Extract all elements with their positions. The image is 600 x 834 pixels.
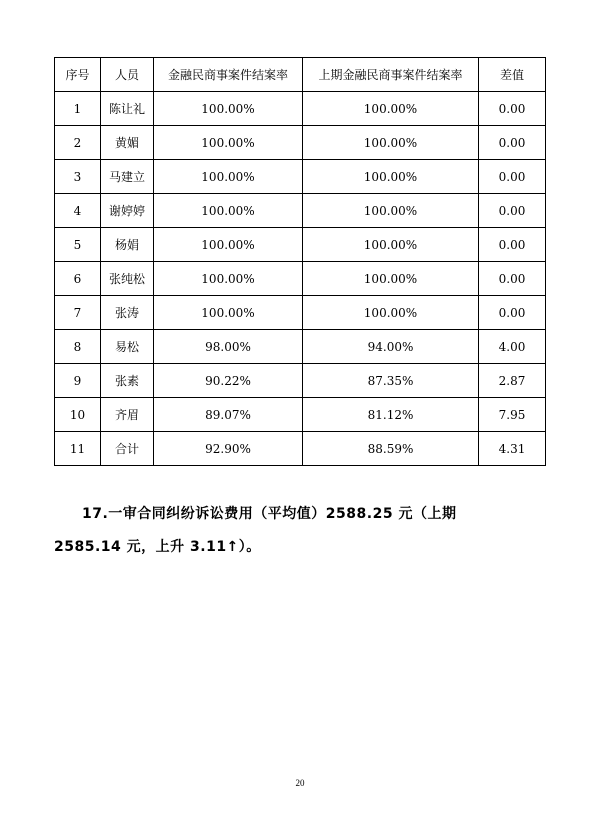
cell-diff: 0.00 — [479, 160, 546, 194]
cell-rate: 100.00% — [154, 92, 303, 126]
cell-rate: 98.00% — [154, 330, 303, 364]
cell-diff: 4.00 — [479, 330, 546, 364]
cell-rate: 100.00% — [154, 262, 303, 296]
cell-rate: 100.00% — [154, 194, 303, 228]
cell-index: 11 — [55, 432, 101, 466]
cell-prev-rate: 100.00% — [303, 126, 479, 160]
cell-diff: 0.00 — [479, 228, 546, 262]
cell-rate: 89.07% — [154, 398, 303, 432]
table-row — [55, 126, 546, 160]
cell-person: 马建立 — [101, 160, 154, 194]
cell-diff: 2.87 — [479, 364, 546, 398]
cell-diff: 0.00 — [479, 262, 546, 296]
cell-prev-rate: 100.00% — [303, 160, 479, 194]
cell-prev-rate: 100.00% — [303, 92, 479, 126]
cell-person: 齐眉 — [101, 398, 154, 432]
header-index: 序号 — [55, 58, 101, 92]
cell-diff: 0.00 — [479, 126, 546, 160]
header-person: 人员 — [101, 58, 154, 92]
cell-person: 易松 — [101, 330, 154, 364]
cell-index: 10 — [55, 398, 101, 432]
table-body — [55, 92, 546, 466]
cell-index: 2 — [55, 126, 101, 160]
cell-prev-rate: 94.00% — [303, 330, 479, 364]
header-rate: 金融民商事案件结案率 — [154, 58, 303, 92]
cell-prev-rate: 100.00% — [303, 296, 479, 330]
cell-index: 4 — [55, 194, 101, 228]
header-diff: 差值 — [479, 58, 546, 92]
cell-rate: 92.90% — [154, 432, 303, 466]
cell-diff: 0.00 — [479, 194, 546, 228]
cell-person: 张素 — [101, 364, 154, 398]
table-row — [55, 194, 546, 228]
cell-person: 黄媚 — [101, 126, 154, 160]
cell-rate: 100.00% — [154, 160, 303, 194]
cell-prev-rate: 81.12% — [303, 398, 479, 432]
cell-diff: 7.95 — [479, 398, 546, 432]
cell-person: 谢婷婷 — [101, 194, 154, 228]
table-row — [55, 398, 546, 432]
cell-rate: 100.00% — [154, 228, 303, 262]
cell-index: 5 — [55, 228, 101, 262]
cell-rate: 90.22% — [154, 364, 303, 398]
header-prev-rate: 上期金融民商事案件结案率 — [303, 58, 479, 92]
cell-prev-rate: 100.00% — [303, 228, 479, 262]
table-row — [55, 364, 546, 398]
page-number: 20 — [295, 778, 305, 788]
cell-prev-rate: 87.35% — [303, 364, 479, 398]
table-row — [55, 228, 546, 262]
cell-diff: 4.31 — [479, 432, 546, 466]
cell-person: 张涛 — [101, 296, 154, 330]
table-row — [55, 432, 546, 466]
paragraph-line-2: 2585.14 元，上升 3.11↑）。 — [54, 539, 261, 555]
cell-rate: 100.00% — [154, 296, 303, 330]
summary-paragraph — [54, 498, 552, 564]
cell-prev-rate: 100.00% — [303, 262, 479, 296]
cell-index: 3 — [55, 160, 101, 194]
table-row — [55, 330, 546, 364]
cell-prev-rate: 100.00% — [303, 194, 479, 228]
cell-person: 张纯松 — [101, 262, 154, 296]
cell-index: 6 — [55, 262, 101, 296]
table-row — [55, 262, 546, 296]
cell-diff: 0.00 — [479, 296, 546, 330]
cell-index: 7 — [55, 296, 101, 330]
table-row — [55, 160, 546, 194]
table-header-row — [55, 58, 546, 92]
cell-diff: 0.00 — [479, 92, 546, 126]
cell-rate: 100.00% — [154, 126, 303, 160]
cell-index: 8 — [55, 330, 101, 364]
cell-person: 合计 — [101, 432, 154, 466]
paragraph-line-1: 17.一审合同纠纷诉讼费用（平均值）2588.25 元（上期 — [82, 506, 457, 522]
stats-table — [54, 57, 546, 466]
cell-prev-rate: 88.59% — [303, 432, 479, 466]
cell-person: 杨娟 — [101, 228, 154, 262]
cell-person: 陈让礼 — [101, 92, 154, 126]
table-row — [55, 296, 546, 330]
table-row — [55, 92, 546, 126]
cell-index: 9 — [55, 364, 101, 398]
cell-index: 1 — [55, 92, 101, 126]
